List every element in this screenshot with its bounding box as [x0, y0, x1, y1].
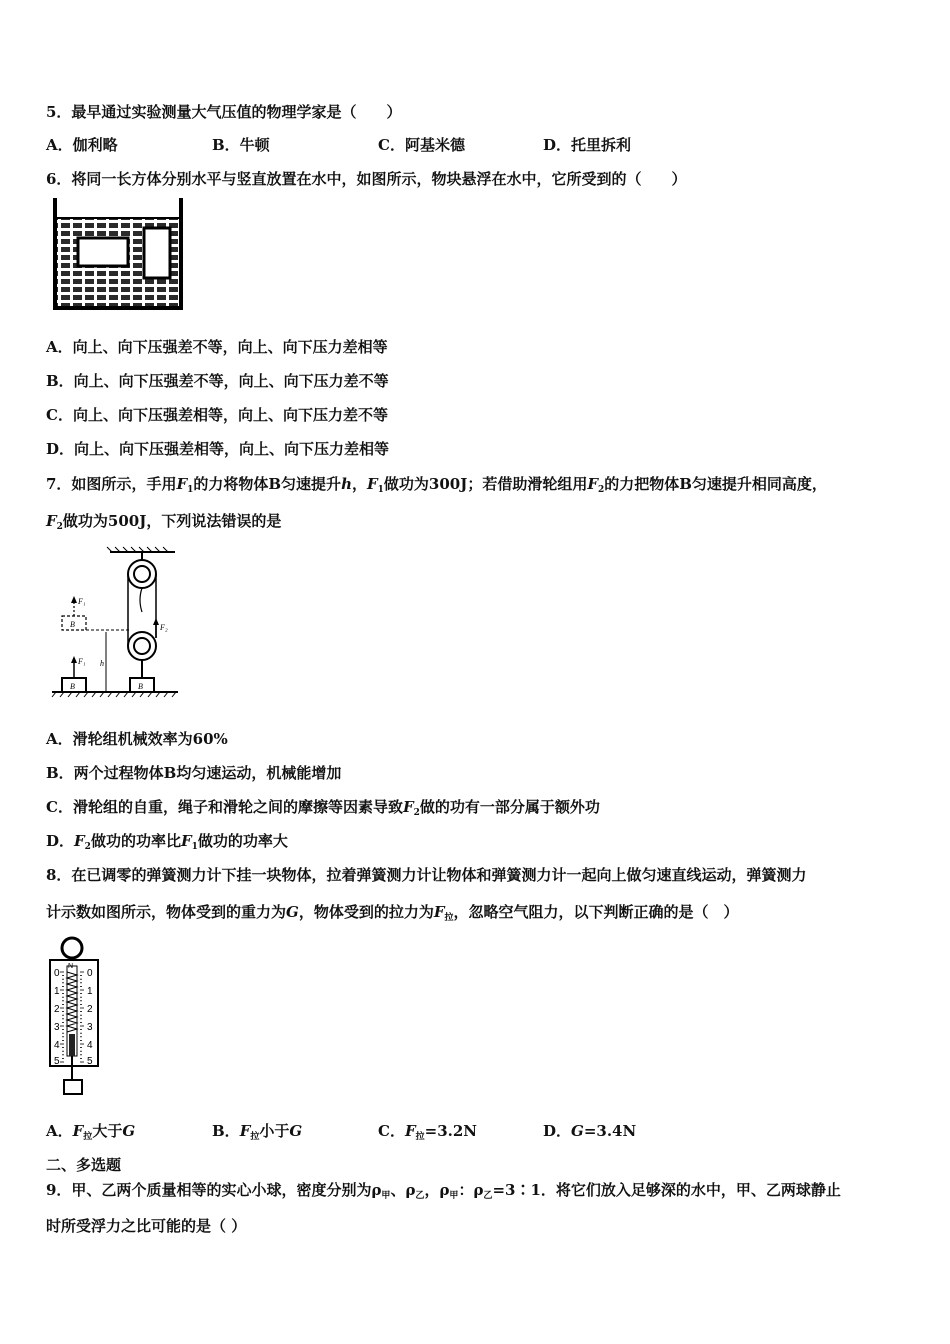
- q8-option-d: D．G=3.4N: [543, 1122, 637, 1140]
- q8-option-c: C．$F_拉=3.2N$: [378, 1122, 478, 1142]
- q7-option-d: D．$F_2$做功的功率比$F_1$做功的功率大: [46, 832, 288, 852]
- scale-left-0: 0: [54, 968, 60, 979]
- hanging-object: [64, 1080, 82, 1094]
- q8-spring-scale-figure: [46, 936, 106, 1100]
- q5-option-b: B．牛顿: [212, 136, 270, 154]
- vertical-block: [144, 228, 170, 278]
- q5-option-c: C．阿基米德: [378, 136, 465, 154]
- section-heading-multiple-choice: 二、多选题: [46, 1156, 122, 1174]
- q5-option-d: D．托里拆利: [543, 136, 632, 154]
- q7-option-a: A．滑轮组机械效率为60%: [46, 730, 228, 748]
- scale-right-4: 4: [87, 1040, 93, 1051]
- scale-right-1: 1: [87, 986, 93, 997]
- scale-left-3: 3: [54, 1022, 60, 1033]
- q8-option-a: A．$F_拉$大于G: [46, 1122, 136, 1142]
- q6-stem: 6．将同一长方体分别水平与竖直放置在水中，如图所示，物块悬浮在水中，它所受到的（ ）: [46, 170, 687, 188]
- height-label: h: [100, 659, 104, 668]
- scale-right-0: 0: [87, 968, 93, 979]
- block-b-pulley-label: B: [138, 682, 143, 691]
- q6-option-b: B．向上、向下压强差不等，向上、向下压力差不等: [46, 372, 389, 390]
- q7-stem-line1: 7．如图所示，手用$F_1$的力将物体B匀速提升h，$F_1$做功为300J；若借助滑轮组用$F_2$的力把物体B匀速提升相同高度，: [46, 475, 827, 495]
- f2-arrowhead: [153, 618, 159, 625]
- q6-option-c: C．向上、向下压强差相等，向上、向下压力差不等: [46, 406, 388, 424]
- q9-stem-line1: 9．甲、乙两个质量相等的实心小球，密度分别为$\rho_甲$、$\rho_乙$，$\rho_甲$：$\rho_乙=3∶1$．将它们放入足够深的水中，甲、乙两球静止: [46, 1181, 841, 1201]
- q6-option-a: A．向上、向下压强差不等，向上、向下压力差相等: [46, 338, 388, 356]
- hook-link: [140, 588, 142, 612]
- scale-left-1: 1: [54, 986, 60, 997]
- q5-stem: 5．最早通过实验测量大气压值的物理学家是（ ）: [46, 103, 402, 121]
- scale-ring: [62, 938, 82, 958]
- fixed-pulley: [128, 560, 156, 588]
- scale-left-4: 4: [54, 1040, 60, 1051]
- scale-right-3: 3: [87, 1022, 93, 1033]
- block-b-hand-label: B: [70, 682, 75, 691]
- scale-right-2: 2: [87, 1004, 93, 1015]
- scale-unit: N: [68, 963, 74, 970]
- q7-pulley-figure: [50, 546, 185, 704]
- q7-option-c: C．滑轮组的自重，绳子和滑轮之间的摩擦等因素导致$F_2$做的功有一部分属于额外功: [46, 798, 600, 818]
- pointer-rod: [69, 1034, 75, 1056]
- scale-left-2: 2: [54, 1004, 60, 1015]
- f1-arrowhead-bottom: [71, 656, 77, 663]
- f2-label: F₂: [160, 623, 168, 632]
- q6-water-tank-figure: [48, 198, 188, 314]
- q8-stem-line2: 计示数如图所示，物体受到的重力为G，物体受到的拉力为$F_拉$，忽略空气阻力，以下判断正确的是（ ）: [46, 903, 739, 923]
- q8-stem-line1: 8．在已调零的弹簧测力计下挂一块物体，拉着弹簧测力计让物体和弹簧测力计一起向上做匀速直线运动，弹簧测力: [46, 866, 807, 884]
- block-b-raised-label: B: [70, 620, 75, 629]
- q5-option-a: A．伽利略: [46, 136, 118, 154]
- movable-pulley: [128, 632, 156, 660]
- scale-left-5: 5: [54, 1056, 60, 1067]
- q8-option-b: B．$F_拉$小于G: [212, 1122, 303, 1142]
- q7-option-b: B．两个过程物体B均匀速运动，机械能增加: [46, 764, 342, 782]
- q7-stem-line2: $F_2$做功为500J，下列说法错误的是: [46, 512, 282, 532]
- f1-label-bottom: F₁: [78, 657, 86, 666]
- q9-stem-line2: 时所受浮力之比可能的是（ ）: [46, 1217, 247, 1235]
- scale-right-5: 5: [87, 1056, 93, 1067]
- f1-arrowhead-top: [71, 596, 77, 603]
- f1-label-top: F₁: [78, 597, 86, 606]
- q6-option-d: D．向上、向下压强差相等，向上、向下压力差相等: [46, 440, 390, 458]
- horizontal-block: [78, 238, 128, 266]
